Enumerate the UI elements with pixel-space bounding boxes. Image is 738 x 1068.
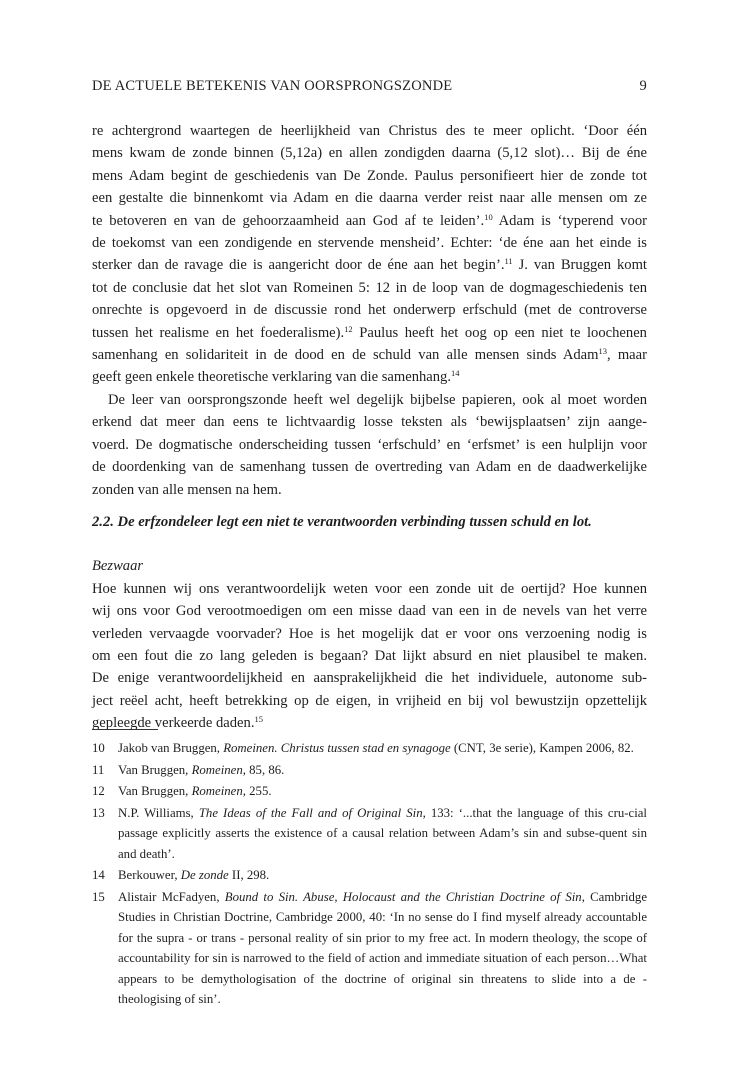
footnote-segment: (CNT, 3e serie), Kampen 2006, 82. bbox=[450, 741, 634, 755]
footnote-title: Romeinen. Christus tussen stad en synagoge bbox=[223, 741, 451, 755]
text-line: re achtergrond waartegen de heerlijkheid van Christus des te meer oplicht. ‘Door één bbox=[92, 123, 647, 139]
paragraph-2 bbox=[92, 389, 647, 501]
text-segment: samenhang en solidariteit in de dood en de schuld van alle mensen sinds Adam bbox=[92, 347, 599, 364]
footnote-segment: Jakob van Bruggen, bbox=[118, 741, 224, 755]
footnote-segment: 255. bbox=[245, 784, 272, 798]
text-segment: te betoveren en van de gehoorzaamheid aan God af te leiden’. bbox=[92, 212, 485, 229]
footnote-number: 11 bbox=[92, 762, 105, 777]
text-line bbox=[92, 344, 647, 366]
text-segment: sterker dan de ravage die is aangericht door de éne aan het begin’. bbox=[92, 257, 505, 274]
text-line: De leer van oorsprongszonde heeft wel degelijk bijbelse papieren, ook al moet worden bbox=[108, 391, 647, 408]
footnote-divider bbox=[92, 729, 158, 730]
footnote-ref-13[interactable]: 13 bbox=[598, 346, 608, 357]
text-segment: tussen het realisme en het foederalisme). bbox=[92, 324, 345, 341]
text-line: onrechte is opgevoerd in de discussie rond het onderwerp erfschuld (met de controverse bbox=[92, 302, 647, 319]
footnote-text bbox=[118, 887, 647, 1010]
footnote-text bbox=[118, 803, 647, 865]
footnote-15 bbox=[92, 887, 647, 1010]
footnote-text bbox=[118, 760, 647, 781]
text-segment: Adam is ‘typerend voor bbox=[492, 212, 648, 229]
footnote-text bbox=[118, 865, 647, 886]
footnote-12 bbox=[92, 781, 647, 802]
text-line: Hoe kunnen wij ons verantwoordelijk weten voor een zonde uit de oertijd? Hoe kunnen bbox=[92, 580, 647, 597]
text-line: de doordenking van de samenhang tussen de overtreding van Adam en de daadwerkelijke bbox=[92, 459, 647, 476]
text-segment: J. van Bruggen komt bbox=[512, 257, 647, 274]
text-segment: gepleegde verkeerde daden. bbox=[92, 715, 255, 732]
footnote-segment: II, 298. bbox=[228, 868, 270, 882]
body-text bbox=[92, 120, 647, 735]
text-line: erkend dat meer dan eens te lichtvaardig losse teksten als ‘bewijsplaatsen’ zijn aange- bbox=[92, 414, 647, 431]
footnote-ref-11[interactable]: 11 bbox=[504, 256, 513, 267]
section-heading: 2.2. De erfzondeleer legt een niet te verantwoorden verbinding tussen schuld en lot. bbox=[92, 513, 592, 530]
page-number: 9 bbox=[639, 78, 647, 94]
text-line bbox=[92, 210, 647, 232]
text-line: De enige verantwoordelijkheid en aansprakelijkheid die het individuele, autonome sub- bbox=[92, 670, 647, 687]
footnote-title: The Ideas of the Fall and of Original Sin, bbox=[198, 805, 426, 820]
text-line: ject reëel acht, heeft betrekking op de eigen, in vrijheid en bij vol bewustzijn opzettelijk bbox=[92, 692, 647, 709]
footnote-segment: N.P. Williams, bbox=[118, 805, 199, 820]
subheading: Bezwaar bbox=[92, 558, 144, 575]
text-line: de toekomst van een zondigende en stervende mensheid’. Echter: ‘de éne aan het einde is bbox=[92, 235, 647, 252]
text-line: om een fout die zo lang geleden is begaan? Dat lijkt absurd en niet plausibel te maken. bbox=[92, 647, 647, 664]
text-line: voerd. De dogmatische onderscheiding tussen ‘erfschuld’ en ‘erfsmet’ is een hulplijn voor bbox=[92, 436, 647, 453]
text-line: zonden van alle mensen na hem. bbox=[92, 481, 282, 498]
footnote-ref-10[interactable]: 10 bbox=[484, 211, 493, 222]
footnote-10 bbox=[92, 738, 647, 759]
text-segment: geeft geen enkele theoretische verklaring van die samenhang. bbox=[92, 369, 452, 386]
paragraph-3 bbox=[92, 578, 647, 735]
text-line: tot de conclusie dat het slot van Romeinen 5: 12 in de loop van de dogmageschiedenis ten bbox=[92, 279, 647, 296]
footnote-ref-14[interactable]: 14 bbox=[451, 368, 460, 379]
footnote-13 bbox=[92, 803, 647, 865]
text-line bbox=[92, 712, 647, 734]
text-line: een gestalte die binnenkomt via Adam en die daarna verder reist naar alle mensen om ze bbox=[92, 190, 647, 207]
footnote-number: 13 bbox=[92, 805, 105, 820]
footnote-number: 14 bbox=[92, 868, 105, 882]
footnote-title: Romeinen, bbox=[191, 762, 246, 777]
footnote-number: 15 bbox=[92, 889, 105, 904]
footnote-segment: , Cambridge Studies in Christian Doctrine, Cambridge 2000, 40: ‘In no sense do I find myself already accountable for the supra - or trans - personal reality of sin prior to my free act. In modern theology, the scope of accountability for sin is narrowed to the field of action and immediate situation of each person…What appears to be demythologisation of the doctrine of original sin threatens to slide into a de - theologising of sin’. bbox=[118, 889, 647, 1006]
footnote-title: Bound to Sin. Abuse, Holocaust and the Christian Doctrine of Sin bbox=[224, 889, 582, 904]
text-line bbox=[92, 322, 647, 344]
footnote-14 bbox=[92, 865, 647, 886]
text-segment: Paulus heeft het oog op een niet te loochenen bbox=[352, 324, 647, 341]
footnotes bbox=[92, 738, 647, 1011]
footnote-number: 12 bbox=[92, 784, 105, 798]
text-line: mens kwam de zonde binnen (5,12a) en allen zondigden daarna (5,12 slot)… Bij de éne bbox=[92, 145, 647, 162]
footnote-number: 10 bbox=[92, 741, 105, 755]
footnote-segment: 85, 86. bbox=[245, 762, 285, 777]
footnote-segment: 133: ‘...that the language of this cru-cial passage explicitly asserts the existence of a causal relation between Adam’s sin and subse-quent sin and death’. bbox=[118, 805, 647, 861]
footnote-ref-15[interactable]: 15 bbox=[254, 714, 263, 725]
text-segment: , maar bbox=[607, 347, 647, 364]
text-line bbox=[92, 366, 647, 388]
footnote-text bbox=[118, 738, 647, 759]
footnote-text bbox=[118, 781, 647, 802]
footnote-ref-12[interactable]: 12 bbox=[344, 323, 353, 334]
text-line: wij ons voor God verootmoedigen om een misse daad van een in de nevels van het verre bbox=[92, 603, 647, 620]
paragraph-1 bbox=[92, 120, 647, 389]
running-title: DE ACTUELE BETEKENIS VAN OORSPRONGSZONDE bbox=[92, 78, 453, 94]
text-line bbox=[92, 254, 647, 276]
text-line: mens Adam begint de geschiedenis van De Zonde. Paulus personifieert hier de zonde tot bbox=[92, 167, 647, 184]
text-line: verleden vervaagde voorvader? Hoe is het mogelijk dat er voor ons verzoening nodig is bbox=[92, 625, 647, 642]
footnote-11 bbox=[92, 760, 647, 781]
footnote-title: Romeinen, bbox=[191, 784, 246, 798]
footnote-segment: Van Bruggen, bbox=[118, 784, 192, 798]
footnote-title: De zonde bbox=[180, 868, 229, 882]
footnote-segment: Berkouwer, bbox=[118, 868, 181, 882]
footnote-segment: Van Bruggen, bbox=[118, 762, 192, 777]
footnote-segment: Alistair McFadyen, bbox=[118, 889, 225, 904]
